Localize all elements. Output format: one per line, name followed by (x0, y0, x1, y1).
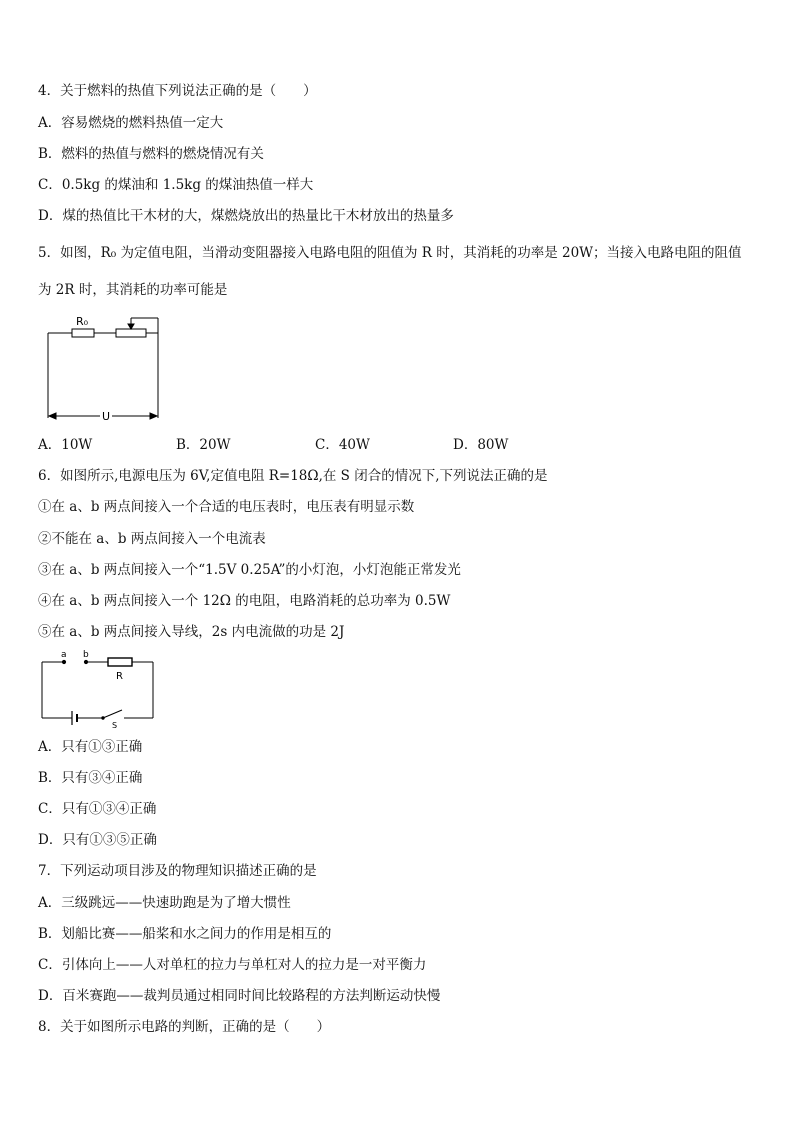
question-6-option-a: A．只有①③正确 (38, 739, 143, 755)
question-7-option-a: A．三级跳远——快速助跑是为了增大惯性 (38, 895, 291, 911)
question-4-option-b: B．燃料的热值与燃料的燃烧情况有关 (38, 146, 264, 162)
u-arrow-left-head (49, 413, 56, 419)
question-5-stem-line-1: 5．如图，R₀ 为定值电阻，当滑动变阻器接入电路电阻的阻值为 R 时，其消耗的功率是 20W；当接入电路电阻的阻值 (38, 245, 742, 261)
question-5-stem-line-2: 为 2R 时，其消耗的功率可能是 (38, 282, 228, 298)
label-r: R (116, 671, 123, 682)
question-6-option-b: B．只有③④正确 (38, 770, 143, 786)
terminal-a (62, 660, 65, 663)
question-6-stem: 6．如图所示,电源电压为 6V,定值电阻 R=18Ω,在 S 闭合的情况下,下列说法正确的是 (38, 468, 548, 484)
question-5-option-c: C．40W (315, 437, 370, 453)
question-5-option-d: D．80W (453, 437, 509, 453)
question-4-option-a: A．容易燃烧的燃料热值一定大 (38, 115, 224, 131)
label-b: b (83, 650, 89, 660)
question-4-option-c: C．0.5kg 的煤油和 1.5kg 的煤油热值一样大 (38, 177, 314, 193)
question-7-option-c: C．引体向上——人对单杠的拉力与单杠对人的拉力是一对平衡力 (38, 957, 427, 973)
question-5-circuit-figure (40, 310, 165, 430)
switch-lever (103, 710, 122, 718)
r0-resistor (72, 329, 94, 337)
question-5-option-a: A．10W (38, 437, 93, 453)
rheostat (116, 329, 146, 337)
resistor-r (108, 658, 132, 666)
label-s: S (112, 721, 118, 730)
question-6-statement-2: ②不能在 a、b 两点间接入一个电流表 (38, 531, 266, 547)
question-8-stem: 8．关于如图所示电路的判断，正确的是（ ） (38, 1019, 331, 1035)
question-7-option-d: D．百米赛跑——裁判员通过相同时间比较路程的方法判断运动快慢 (38, 988, 441, 1004)
question-6-statement-3: ③在 a、b 两点间接入一个“1.5V 0.25A”的小灯泡，小灯泡能正常发光 (38, 562, 461, 578)
question-4-stem: 4．关于燃料的热值下列说法正确的是（ ） (38, 83, 317, 99)
question-6-option-d: D．只有①③⑤正确 (38, 832, 157, 848)
question-6-statement-4: ④在 a、b 两点间接入一个 12Ω 的电阻，电路消耗的总功率为 0.5W (38, 593, 451, 609)
u-label: U (102, 410, 111, 423)
u-arrow-right-head (150, 413, 157, 419)
r0-label: R₀ (76, 315, 89, 328)
label-a: a (61, 650, 67, 660)
question-6-circuit-figure (36, 648, 161, 730)
question-7-option-b: B．划船比赛——船桨和水之间力的作用是相互的 (38, 926, 332, 942)
question-6-statement-5: ⑤在 a、b 两点间接入导线，2s 内电流做的功是 2J (38, 624, 345, 640)
question-4-option-d: D．煤的热值比干木材的大，煤燃烧放出的热量比干木材放出的热量多 (38, 208, 454, 224)
question-6-statement-1: ①在 a、b 两点间接入一个合适的电压表时，电压表有明显示数 (38, 499, 415, 515)
question-7-stem: 7．下列运动项目涉及的物理知识描述正确的是 (38, 863, 317, 879)
slider-arrow (128, 324, 134, 329)
question-5-option-b: B．20W (176, 437, 231, 453)
question-6-option-c: C．只有①③④正确 (38, 801, 157, 817)
